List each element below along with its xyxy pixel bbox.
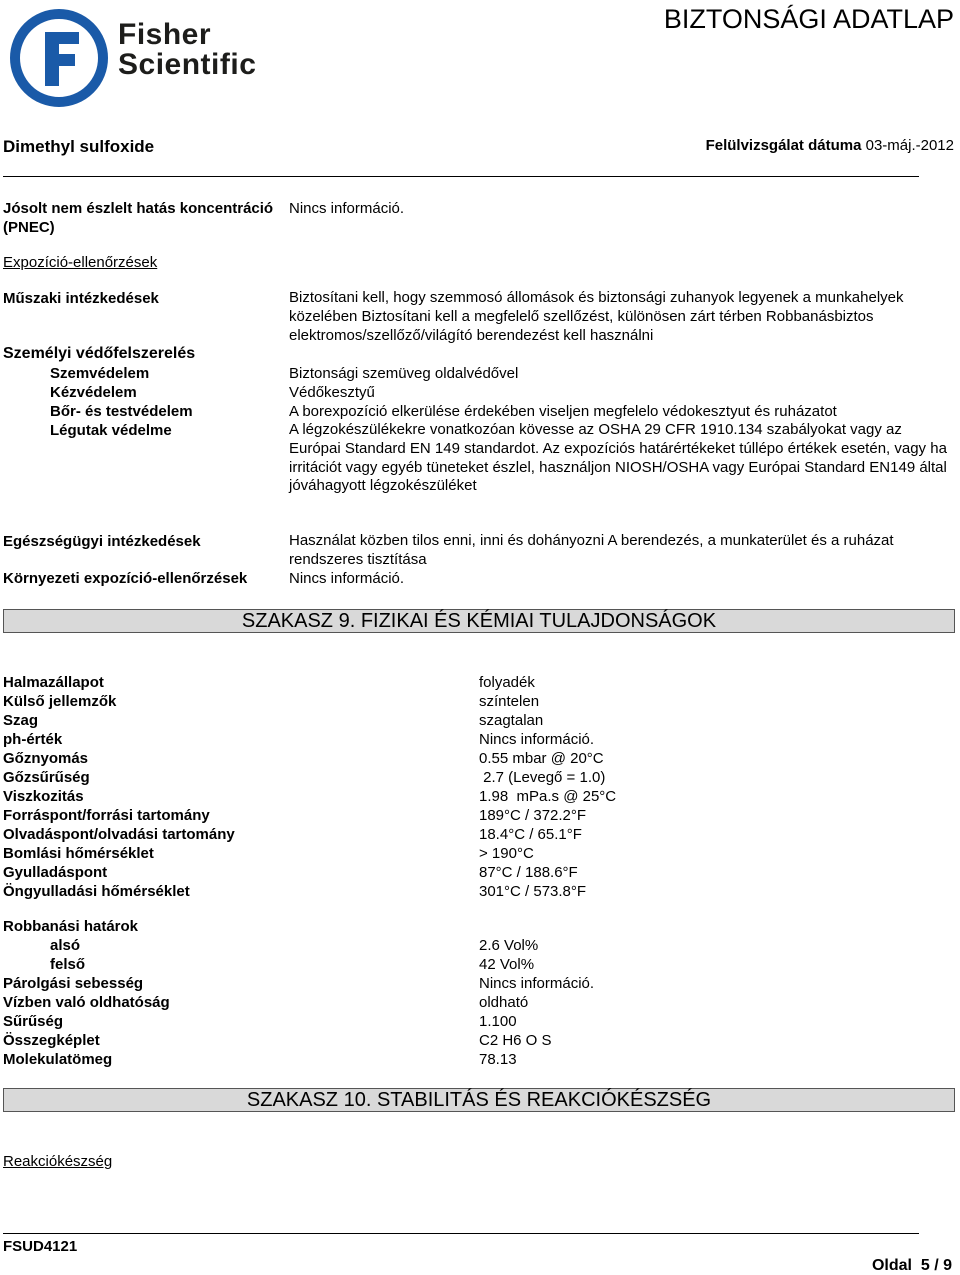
hand-protection-text: Védőkesztyű: [289, 384, 375, 401]
respiratory-protection-label: Légutak védelme: [50, 422, 172, 439]
property-value: 0.55 mbar @ 20°C: [479, 750, 604, 767]
fisher-scientific-logo: [3, 2, 285, 112]
property-value: 78.13: [479, 1051, 517, 1068]
property-value: 1.100: [479, 1013, 517, 1030]
fisher-logo-icon: [9, 8, 109, 108]
respiratory-protection-text: A légzokészülékekre vonatkozóan kövesse az OSHA 29 CFR 1910.134 szabályokat vagy az Európai Standard EN 149 standardot. Az expozíciós határértékeket túllépo értékek esetén, vagy ha irritációt vagy egyéb tüneteket észlel, használjon NIOSH/OSHA vagy Európai Standard EN149 által jóváhagyott légzokészüléket: [289, 421, 947, 495]
property-value: 18.4°C / 65.1°F: [479, 826, 582, 843]
revision-date-block: [706, 137, 954, 154]
footer-divider: [3, 1233, 919, 1234]
lower-limit-label: alsó: [50, 937, 81, 954]
page-label: Oldal: [871, 1257, 912, 1274]
upper-limit-label: felső: [50, 956, 86, 973]
property-label: Viszkozitás: [3, 788, 84, 805]
section-9-title: SZAKASZ 9. FIZIKAI ÉS KÉMIAI TULAJDONSÁGOK: [3, 609, 955, 633]
environmental-exposure-label: Környezeti expozíció-ellenőrzések: [3, 570, 248, 587]
property-label: Külső jellemzők: [3, 693, 117, 710]
property-label: Összegképlet: [3, 1032, 100, 1049]
property-label: Párolgási sebesség: [3, 975, 144, 992]
property-value: Nincs információ.: [479, 731, 595, 748]
eye-protection-label: Szemvédelem: [50, 365, 150, 382]
property-label: Molekulatömeg: [3, 1051, 113, 1068]
property-value: 1.98 mPa.s @ 25°C: [479, 788, 617, 805]
property-value: szagtalan: [479, 712, 544, 729]
property-label: Forráspont/forrási tartomány: [3, 807, 210, 824]
property-value: 301°C / 573.8°F: [479, 883, 587, 900]
property-value: > 190°C: [479, 845, 534, 862]
engineering-label: Műszaki intézkedések: [3, 290, 159, 307]
logo-wordmark: Fisher Scientific: [118, 18, 257, 81]
document-title: BIZTONSÁGI ADATLAP: [663, 4, 954, 34]
property-value: C2 H6 O S: [479, 1032, 552, 1049]
exposure-heading: Expozíció-ellenőrzések: [3, 254, 158, 271]
page-indicator: [872, 1257, 952, 1275]
hygiene-label: Egészségügyi intézkedések: [3, 533, 201, 550]
property-label: Olvadáspont/olvadási tartomány: [3, 826, 235, 843]
property-value: 189°C / 372.2°F: [479, 807, 587, 824]
lower-limit-value: 2.6 Vol%: [479, 937, 539, 954]
upper-limit-value: 42 Vol%: [479, 956, 535, 973]
property-label: Sűrűség: [3, 1013, 64, 1030]
property-label: ph-érték: [3, 731, 63, 748]
section-10-title: SZAKASZ 10. STABILITÁS ÉS REAKCIÓKÉSZSÉG: [3, 1088, 955, 1112]
skin-protection-text: A borexpozíció elkerülése érdekében viseljen megfelelo védokesztyut és ruházatot: [289, 403, 837, 420]
hygiene-text: Használat közben tilos enni, inni és dohányozni A berendezés, a munkaterület és a ruházat rendszeres tisztítása: [289, 532, 894, 568]
revision-label: Felülvizsgálat dátuma: [705, 137, 862, 154]
property-label: Vízben való oldhatóság: [3, 994, 170, 1011]
explosion-limits-label: Robbanási határok: [3, 918, 139, 935]
pnec-value: Nincs információ.: [289, 200, 405, 217]
revision-date: 03-máj.-2012: [865, 137, 954, 154]
reactivity-heading: Reakciókészség: [3, 1153, 113, 1170]
engineering-text: Biztosítani kell, hogy szemmosó állomások és biztonsági zuhanyok legyenek a munkahelyek közelében Biztosítani kell a megfelelő szellőzést, különösen zárt térben Robbanásbiztos elektromos/szellőző/világító berendezést kell használni: [289, 289, 904, 344]
eye-protection-text: Biztonsági szemüveg oldalvédővel: [289, 365, 519, 382]
pnec-label-line1: Jósolt nem észlelt hatás koncentráció: [3, 200, 274, 217]
property-label: Szag: [3, 712, 39, 729]
property-label: Halmazállapot: [3, 674, 104, 691]
property-label: Bomlási hőmérséklet: [3, 845, 154, 862]
hand-protection-label: Kézvédelem: [50, 384, 137, 401]
property-value: folyadék: [479, 674, 535, 691]
property-label: Gyulladáspont: [3, 864, 108, 881]
environmental-exposure-text: Nincs információ.: [289, 570, 405, 587]
ppe-label: Személyi védőfelszerelés: [3, 345, 196, 362]
header-divider: [3, 176, 919, 177]
document-code: FSUD4121: [3, 1238, 78, 1255]
skin-protection-label: Bőr- és testvédelem: [50, 403, 193, 420]
property-label: Gőzsűrűség: [3, 769, 90, 786]
page-number: 5 / 9: [920, 1257, 952, 1274]
property-value: 87°C / 188.6°F: [479, 864, 578, 881]
pnec-label-line2: (PNEC): [3, 219, 55, 236]
property-label: Öngyulladási hőmérséklet: [3, 883, 190, 900]
property-value: oldható: [479, 994, 529, 1011]
product-name: Dimethyl sulfoxide: [3, 137, 155, 156]
property-value: színtelen: [479, 693, 540, 710]
property-value: 2.7 (Levegő = 1.0): [479, 769, 606, 786]
property-value: Nincs információ.: [479, 975, 595, 992]
property-label: Gőznyomás: [3, 750, 89, 767]
